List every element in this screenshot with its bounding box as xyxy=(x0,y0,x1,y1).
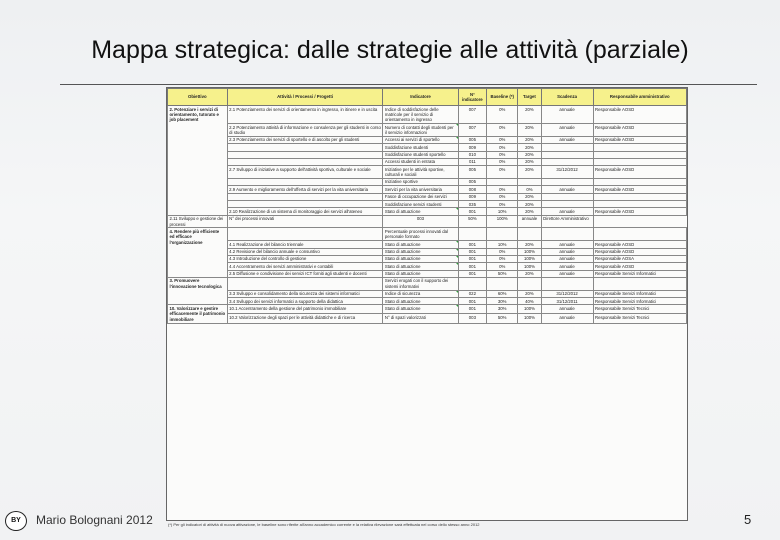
baseline-cell: 30% xyxy=(487,298,518,305)
table-row xyxy=(168,144,687,151)
header-baseline: Baseline (*) xyxy=(487,89,518,106)
target-cell: 20% xyxy=(518,144,541,151)
target-cell: 20% xyxy=(518,151,541,158)
indicator-number-cell: 001 xyxy=(458,255,487,262)
activity-cell: 2.2 Potenziamento attività di informazione e consulenza per gli studenti in corso di studio xyxy=(227,124,383,137)
owner-cell: Responsabile Servizi Tecnici xyxy=(593,305,686,314)
strategy-map-table xyxy=(167,88,687,324)
indicator-number-cell: 001 xyxy=(458,263,487,270)
table-row xyxy=(168,151,687,158)
deadline-cell: annuale xyxy=(541,124,593,137)
owner-cell: Responsabile Servizi Informatici xyxy=(593,298,686,305)
target-cell: 20% xyxy=(518,208,541,215)
indicator-cell: Indice di soddisfazione delle matricole per il servizio di orientamento in ingresso xyxy=(383,106,458,124)
header-scale: Scadenza xyxy=(541,89,593,106)
indicator-number-cell: 022 xyxy=(458,290,487,297)
activity-cell: 10.1 Accentramento della gestione del patrimonio immobiliare xyxy=(227,305,383,314)
indicator-number-cell: 009 xyxy=(458,144,487,151)
owner-cell: Responsabile AOSD xyxy=(593,186,686,193)
table-row xyxy=(168,314,687,323)
objective-cell: 10. Valorizzare e gestire efficacemente il patrimonio immobiliare xyxy=(168,305,228,323)
deadline-cell: annuale xyxy=(541,241,593,248)
owner-cell: Responsabile AOSD xyxy=(593,208,686,215)
table-row xyxy=(168,228,687,241)
owner-cell: Responsabile AOSD xyxy=(593,241,686,248)
baseline-cell: 0% xyxy=(487,255,518,262)
baseline-cell: 0% xyxy=(487,158,518,165)
owner-cell: Responsabile AOSD xyxy=(593,106,686,124)
indicator-number-cell: 001 xyxy=(458,208,487,215)
target-cell: 0% xyxy=(518,186,541,193)
indicator-cell: Indice di sicurezza xyxy=(383,290,458,297)
indicator-cell: Soddisfazione studenti sportello xyxy=(383,151,458,158)
indicator-cell: Stato di attuazione xyxy=(383,208,458,215)
baseline-cell xyxy=(487,228,518,241)
deadline-cell: annuale xyxy=(541,270,593,277)
owner-cell: Responsabile AOSD xyxy=(593,124,686,137)
baseline-cell: 10% xyxy=(487,241,518,248)
activity-cell: 10.2 Valorizzazione degli spazi per le attività didattiche e di ricerca xyxy=(227,314,383,323)
table-body xyxy=(168,106,687,324)
owner-cell xyxy=(593,178,686,185)
objective-cell: 2. Potenziare i servizi di orientamento, tutorato e job placement xyxy=(168,106,228,216)
activity-cell xyxy=(227,178,383,185)
header-objective: Obiettivo xyxy=(168,89,228,106)
indicator-cell: Servizi erogati con il supporto dei sistemi informativi xyxy=(383,277,458,290)
objective-cell: 3. Promuovere l'innovazione tecnologica xyxy=(168,277,228,304)
target-cell: 20% xyxy=(518,136,541,143)
indicator-cell: Stato di attuazione xyxy=(383,270,458,277)
activity-cell: 4.1 Realizzazione del bilancio triennale xyxy=(227,241,383,248)
activity-cell: 2.5 Diffusione e condivisione dei servizi ICT forniti agli studenti e docenti xyxy=(227,270,383,277)
title-divider xyxy=(60,84,757,85)
indicator-cell: N° di spazi valorizzati xyxy=(383,314,458,323)
baseline-cell: 30% xyxy=(487,305,518,314)
creative-commons-by-logo: BY xyxy=(5,511,27,531)
owner-cell xyxy=(593,158,686,165)
owner-cell xyxy=(593,193,686,200)
deadline-cell: annuale xyxy=(541,208,593,215)
owner-cell: Responsabile Servizi Informatici xyxy=(593,290,686,297)
owner-cell: Direttore Amministrativo xyxy=(541,215,593,228)
target-cell: 20% xyxy=(518,193,541,200)
indicator-number-cell: 005 xyxy=(458,178,487,185)
deadline-cell: annuale xyxy=(541,136,593,143)
target-cell: 20% xyxy=(518,158,541,165)
indicator-cell: Stato di attuazione xyxy=(383,248,458,255)
deadline-cell: annuale xyxy=(541,106,593,124)
target-cell: 20% xyxy=(518,270,541,277)
table-row xyxy=(168,298,687,305)
author-name: Mario Bolognani 2012 xyxy=(36,513,153,527)
owner-cell xyxy=(593,277,686,290)
activity-cell xyxy=(227,144,383,151)
table-row xyxy=(168,241,687,248)
table-row xyxy=(168,158,687,165)
baseline-cell: 0% xyxy=(487,106,518,124)
table-row xyxy=(168,248,687,255)
baseline-cell xyxy=(487,178,518,185)
header-owner: Responsabile amministrativo xyxy=(593,89,686,106)
target-cell xyxy=(518,228,541,241)
table-row xyxy=(168,305,687,314)
table-row xyxy=(168,124,687,137)
table-row xyxy=(168,263,687,270)
indicator-number-cell: 003 xyxy=(383,215,458,228)
indicator-cell: Stato di attuazione xyxy=(383,255,458,262)
target-cell: 20% xyxy=(518,166,541,179)
deadline-cell: annuale xyxy=(541,186,593,193)
indicator-cell: Stato di attuazione xyxy=(383,241,458,248)
activity-cell: 3.3 Sviluppo e consolidamento della sicurezza dei sistemi informatici xyxy=(227,290,383,297)
indicator-number-cell: 001 xyxy=(458,305,487,314)
indicator-cell: Percentuale processi innovati dal personale formato xyxy=(383,228,458,241)
deadline-cell xyxy=(541,151,593,158)
indicator-cell: N° dei processi innovati xyxy=(227,215,383,228)
activity-cell: 2.7 Sviluppo di iniziative a supporto dell'attività sportiva, culturale e sociale xyxy=(227,166,383,179)
activity-cell: 2.9 Aumento e miglioramento dell'offerta di servizi per la vita universitaria xyxy=(227,186,383,193)
table-row xyxy=(168,255,687,262)
target-cell xyxy=(518,277,541,290)
target-cell: 20% xyxy=(518,124,541,137)
indicator-number-cell: 007 xyxy=(458,106,487,124)
baseline-cell: 60% xyxy=(487,290,518,297)
table-row xyxy=(168,290,687,297)
indicator-number-cell: 003 xyxy=(458,314,487,323)
target-cell: 20% xyxy=(518,241,541,248)
indicator-cell: Iniziative sportive xyxy=(383,178,458,185)
baseline-cell: 0% xyxy=(487,263,518,270)
baseline-cell: 50% xyxy=(458,215,487,228)
indicator-number-cell: 001 xyxy=(458,241,487,248)
deadline-cell: annuale xyxy=(541,305,593,314)
indicator-cell: Numero di contatti degli studenti per il servizio informazioni xyxy=(383,124,458,137)
table-row xyxy=(168,136,687,143)
deadline-cell: annuale xyxy=(541,255,593,262)
indicator-number-cell xyxy=(458,277,487,290)
deadline-cell xyxy=(541,201,593,208)
activity-cell: 4.4 Accentramento dei servizi amministrativi e contabili xyxy=(227,263,383,270)
baseline-cell: 0% xyxy=(487,151,518,158)
header-activity: Attività / Processi / Progetti xyxy=(227,89,383,106)
indicator-number-cell: 009 xyxy=(458,193,487,200)
indicator-cell: Accessi studenti in entrata xyxy=(383,158,458,165)
header-target: Target xyxy=(518,89,541,106)
indicator-cell: Stato di attuazione xyxy=(383,298,458,305)
indicator-number-cell: 005 xyxy=(458,166,487,179)
target-cell: 100% xyxy=(487,215,518,228)
indicator-number-cell: 011 xyxy=(458,158,487,165)
activity-cell: 4.2 Revisione del bilancio annuale e consuntivo xyxy=(227,248,383,255)
owner-cell xyxy=(593,144,686,151)
baseline-cell: 0% xyxy=(487,166,518,179)
baseline-cell: 0% xyxy=(487,136,518,143)
deadline-cell xyxy=(541,178,593,185)
target-cell: 100% xyxy=(518,255,541,262)
target-cell: 100% xyxy=(518,305,541,314)
baseline-cell: 10% xyxy=(487,208,518,215)
table-row xyxy=(168,215,687,228)
indicator-number-cell: 035 xyxy=(458,201,487,208)
table-row xyxy=(168,208,687,215)
indicator-cell: Servizi per la vita universitaria xyxy=(383,186,458,193)
baseline-cell: 0% xyxy=(487,248,518,255)
activity-cell: 3.4 Sviluppo dei servizi informatici a supporto della didattica xyxy=(227,298,383,305)
indicator-cell: Stato di attuazione xyxy=(383,305,458,314)
target-cell: 100% xyxy=(518,314,541,323)
deadline-cell: annuale xyxy=(541,314,593,323)
owner-cell: Responsabile AOSD xyxy=(593,248,686,255)
owner-cell: Responsabile AOSA xyxy=(593,255,686,262)
owner-cell: Responsabile AOSD xyxy=(593,166,686,179)
indicator-number-cell: 005 xyxy=(458,136,487,143)
activity-cell xyxy=(227,151,383,158)
page-number: 5 xyxy=(744,512,752,527)
deadline-cell xyxy=(541,277,593,290)
baseline-cell: 0% xyxy=(487,124,518,137)
indicator-cell: Soddisfazione servizi studenti xyxy=(383,201,458,208)
table-row xyxy=(168,106,687,124)
indicator-number-cell: 001 xyxy=(458,270,487,277)
indicator-cell: Stato di attuazione xyxy=(383,263,458,270)
target-cell: 20% xyxy=(518,290,541,297)
activity-cell: 2.11 Sviluppo e gestione dei processi xyxy=(168,215,228,228)
deadline-cell xyxy=(541,158,593,165)
deadline-cell: annuale xyxy=(541,263,593,270)
baseline-cell: 0% xyxy=(487,193,518,200)
owner-cell xyxy=(593,201,686,208)
deadline-cell: annuale xyxy=(541,248,593,255)
strategy-map-table-panel xyxy=(166,87,688,521)
owner-cell xyxy=(593,228,686,241)
owner-cell: Responsabile AOSD xyxy=(593,136,686,143)
table-row xyxy=(168,193,687,200)
indicator-cell: Fasce di occupazione dei servizi xyxy=(383,193,458,200)
table-row xyxy=(168,186,687,193)
owner-cell: Responsabile AOSD xyxy=(593,263,686,270)
owner-cell: Responsabile Servizi Tecnici xyxy=(593,314,686,323)
indicator-cell: Soddisfazione studenti xyxy=(383,144,458,151)
owner-cell: Responsabile Servizi Informatici xyxy=(593,270,686,277)
target-cell: 100% xyxy=(518,263,541,270)
activity-cell: 2.3 Potenziamento dei servizi di sportello e di ascolto per gli studenti xyxy=(227,136,383,143)
baseline-cell: 50% xyxy=(487,314,518,323)
baseline-cell: 0% xyxy=(487,186,518,193)
baseline-cell: 50% xyxy=(487,270,518,277)
indicator-number-cell: 001 xyxy=(458,298,487,305)
target-cell: 100% xyxy=(518,248,541,255)
table-row xyxy=(168,270,687,277)
indicator-cell: Iniziative per le attività sportive, culturali e sociali xyxy=(383,166,458,179)
baseline-cell: 0% xyxy=(487,144,518,151)
activity-cell: 2.10 Realizzazione di un sistema di monitoraggio dei servizi all'ateneo xyxy=(227,208,383,215)
activity-cell xyxy=(227,158,383,165)
indicator-number-cell: 008 xyxy=(458,186,487,193)
table-row xyxy=(168,201,687,208)
owner-cell xyxy=(593,151,686,158)
deadline-cell xyxy=(541,228,593,241)
deadline-cell: 31/12/2012 xyxy=(541,166,593,179)
baseline-cell xyxy=(487,277,518,290)
activity-cell xyxy=(227,228,383,241)
indicator-number-cell: 007 xyxy=(458,124,487,137)
activity-cell xyxy=(227,277,383,290)
activity-cell: 4.3 Introduzione del controllo di gestione xyxy=(227,255,383,262)
table-header-row xyxy=(168,89,687,106)
header-indicator: Indicatore xyxy=(383,89,458,106)
deadline-cell: 31/12/2012 xyxy=(541,290,593,297)
table-row xyxy=(168,277,687,290)
target-cell: 20% xyxy=(518,106,541,124)
indicator-number-cell: 001 xyxy=(458,248,487,255)
objective-cell: 4. Rendere più efficiente ed efficace l'organizzazione xyxy=(168,228,228,278)
header-number: N° indicatore xyxy=(458,89,487,106)
target-cell: 20% xyxy=(518,201,541,208)
indicator-number-cell xyxy=(458,228,487,241)
indicator-cell: Accessi ai servizi di sportello xyxy=(383,136,458,143)
target-cell: 40% xyxy=(518,298,541,305)
table-row xyxy=(168,178,687,185)
activity-cell xyxy=(227,201,383,208)
deadline-cell: 31/12/2011 xyxy=(541,298,593,305)
deadline-cell xyxy=(541,193,593,200)
table-row xyxy=(168,166,687,179)
indicator-number-cell: 010 xyxy=(458,151,487,158)
baseline-cell: 0% xyxy=(487,201,518,208)
target-cell xyxy=(518,178,541,185)
activity-cell: 2.1 Potenziamento dei servizi di orientamento in ingresso, in itinere e in uscita xyxy=(227,106,383,124)
deadline-cell xyxy=(541,144,593,151)
footnote: (*) Per gli indicatori di attività di nuova attivazione, le baseline sono riferite all'anno accademico corrente e la relativa rilevazione sarà effettuata nel corso dello stesso anno 2012 xyxy=(168,522,480,527)
slide-title: Mappa strategica: dalle strategie alle attività (parziale) xyxy=(91,36,689,64)
activity-cell xyxy=(227,193,383,200)
deadline-cell: annuale xyxy=(518,215,541,228)
